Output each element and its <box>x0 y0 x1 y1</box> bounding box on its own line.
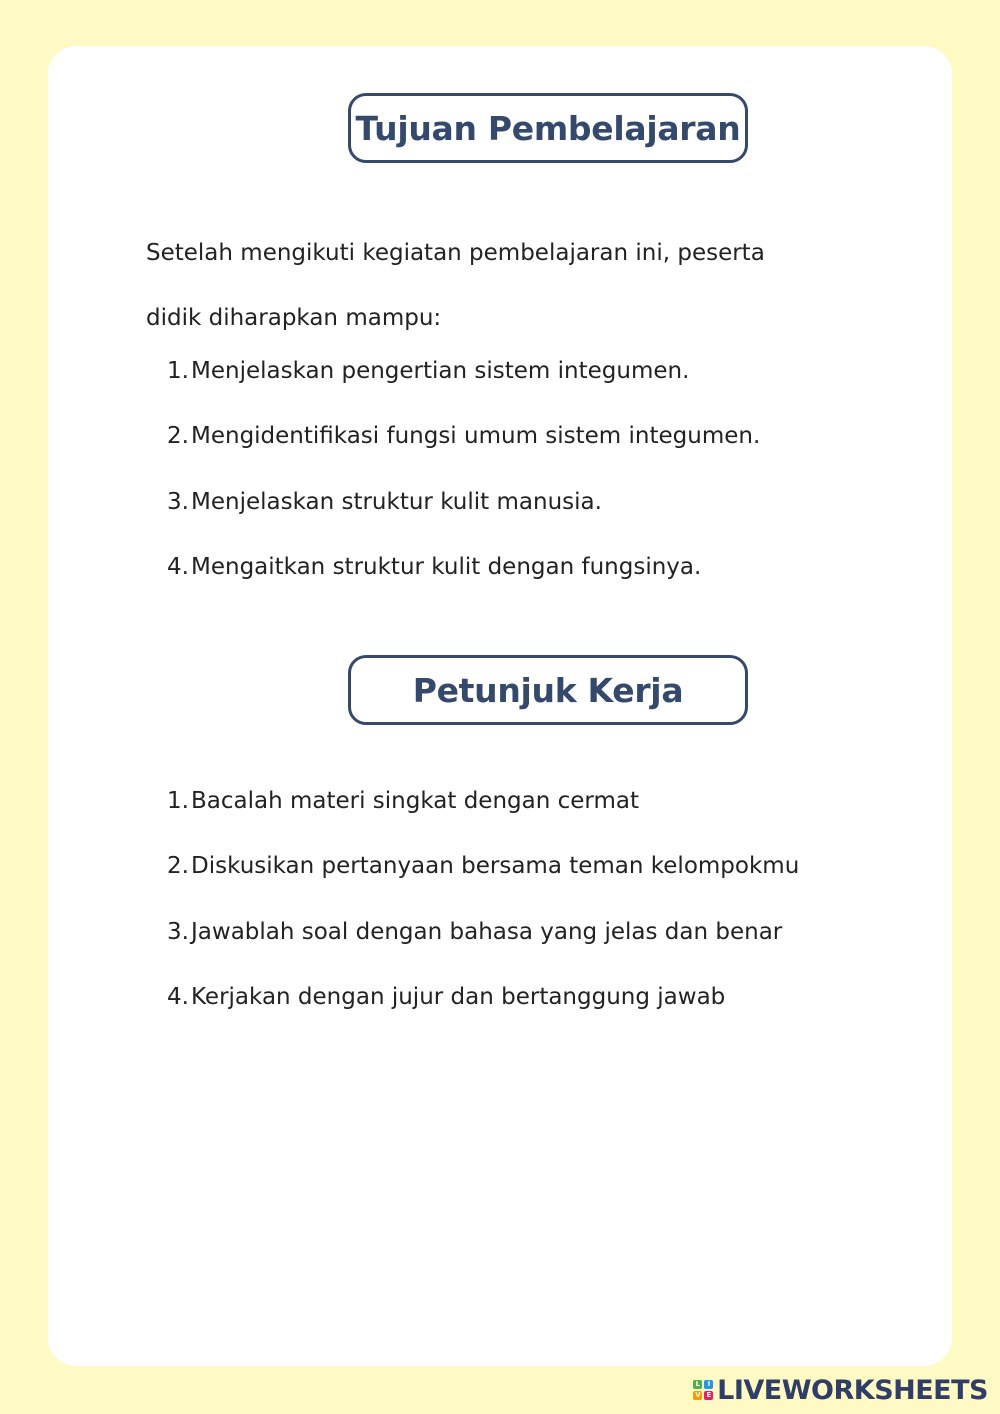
list-item-number: 1. <box>167 787 189 814</box>
goals-heading <box>348 93 748 163</box>
list-item-number: 3. <box>167 488 189 515</box>
goals-intro <box>146 221 866 351</box>
list-item <box>146 469 926 535</box>
icon-tile: V <box>693 1391 702 1400</box>
list-item-text: Bacalah materi singkat dengan cermat <box>191 787 639 814</box>
worksheet-card <box>48 46 952 1366</box>
instructions-heading-text: Petunjuk Kerja <box>412 670 684 710</box>
goals-intro-line-1: Setelah mengikuti kegiatan pembelajaran ini, peserta <box>146 240 765 266</box>
brand-name: LIVEWORKSHEETS <box>717 1374 988 1406</box>
goals-heading-text: Tujuan Pembelajaran <box>355 108 741 148</box>
liveworksheets-icon <box>693 1380 713 1400</box>
list-item-text: Menjelaskan struktur kulit manusia. <box>191 488 602 515</box>
list-item-number: 3. <box>167 918 189 945</box>
list-item <box>146 535 926 601</box>
list-item <box>146 965 926 1031</box>
list-item <box>146 834 926 900</box>
list-item-text: Menjelaskan pengertian sistem integumen. <box>191 357 690 384</box>
list-item-text: Kerjakan dengan jujur dan bertanggung jawab <box>191 984 726 1011</box>
list-item-number: 4. <box>167 554 189 581</box>
icon-tile: I <box>704 1380 713 1389</box>
list-item-text: Jawablah soal dengan bahasa yang jelas dan benar <box>191 918 783 945</box>
goals-list <box>146 338 926 600</box>
list-item <box>146 404 926 470</box>
list-item-number: 4. <box>167 984 189 1011</box>
list-item-number: 2. <box>167 853 189 880</box>
list-item-number: 1. <box>167 357 189 384</box>
liveworksheets-logo[interactable] <box>693 1374 988 1406</box>
instructions-heading <box>348 655 748 725</box>
icon-tile: E <box>704 1391 713 1400</box>
list-item <box>146 768 926 834</box>
list-item <box>146 338 926 404</box>
list-item <box>146 899 926 965</box>
goals-intro-line-2: didik diharapkan mampu: <box>146 305 442 331</box>
icon-tile: L <box>693 1380 702 1389</box>
list-item-text: Diskusikan pertanyaan bersama teman kelompokmu <box>191 853 800 880</box>
list-item-text: Mengaitkan struktur kulit dengan fungsinya. <box>191 554 702 581</box>
list-item-number: 2. <box>167 423 189 450</box>
instructions-list <box>146 768 926 1030</box>
list-item-text: Mengidentifikasi fungsi umum sistem integumen. <box>191 423 761 450</box>
